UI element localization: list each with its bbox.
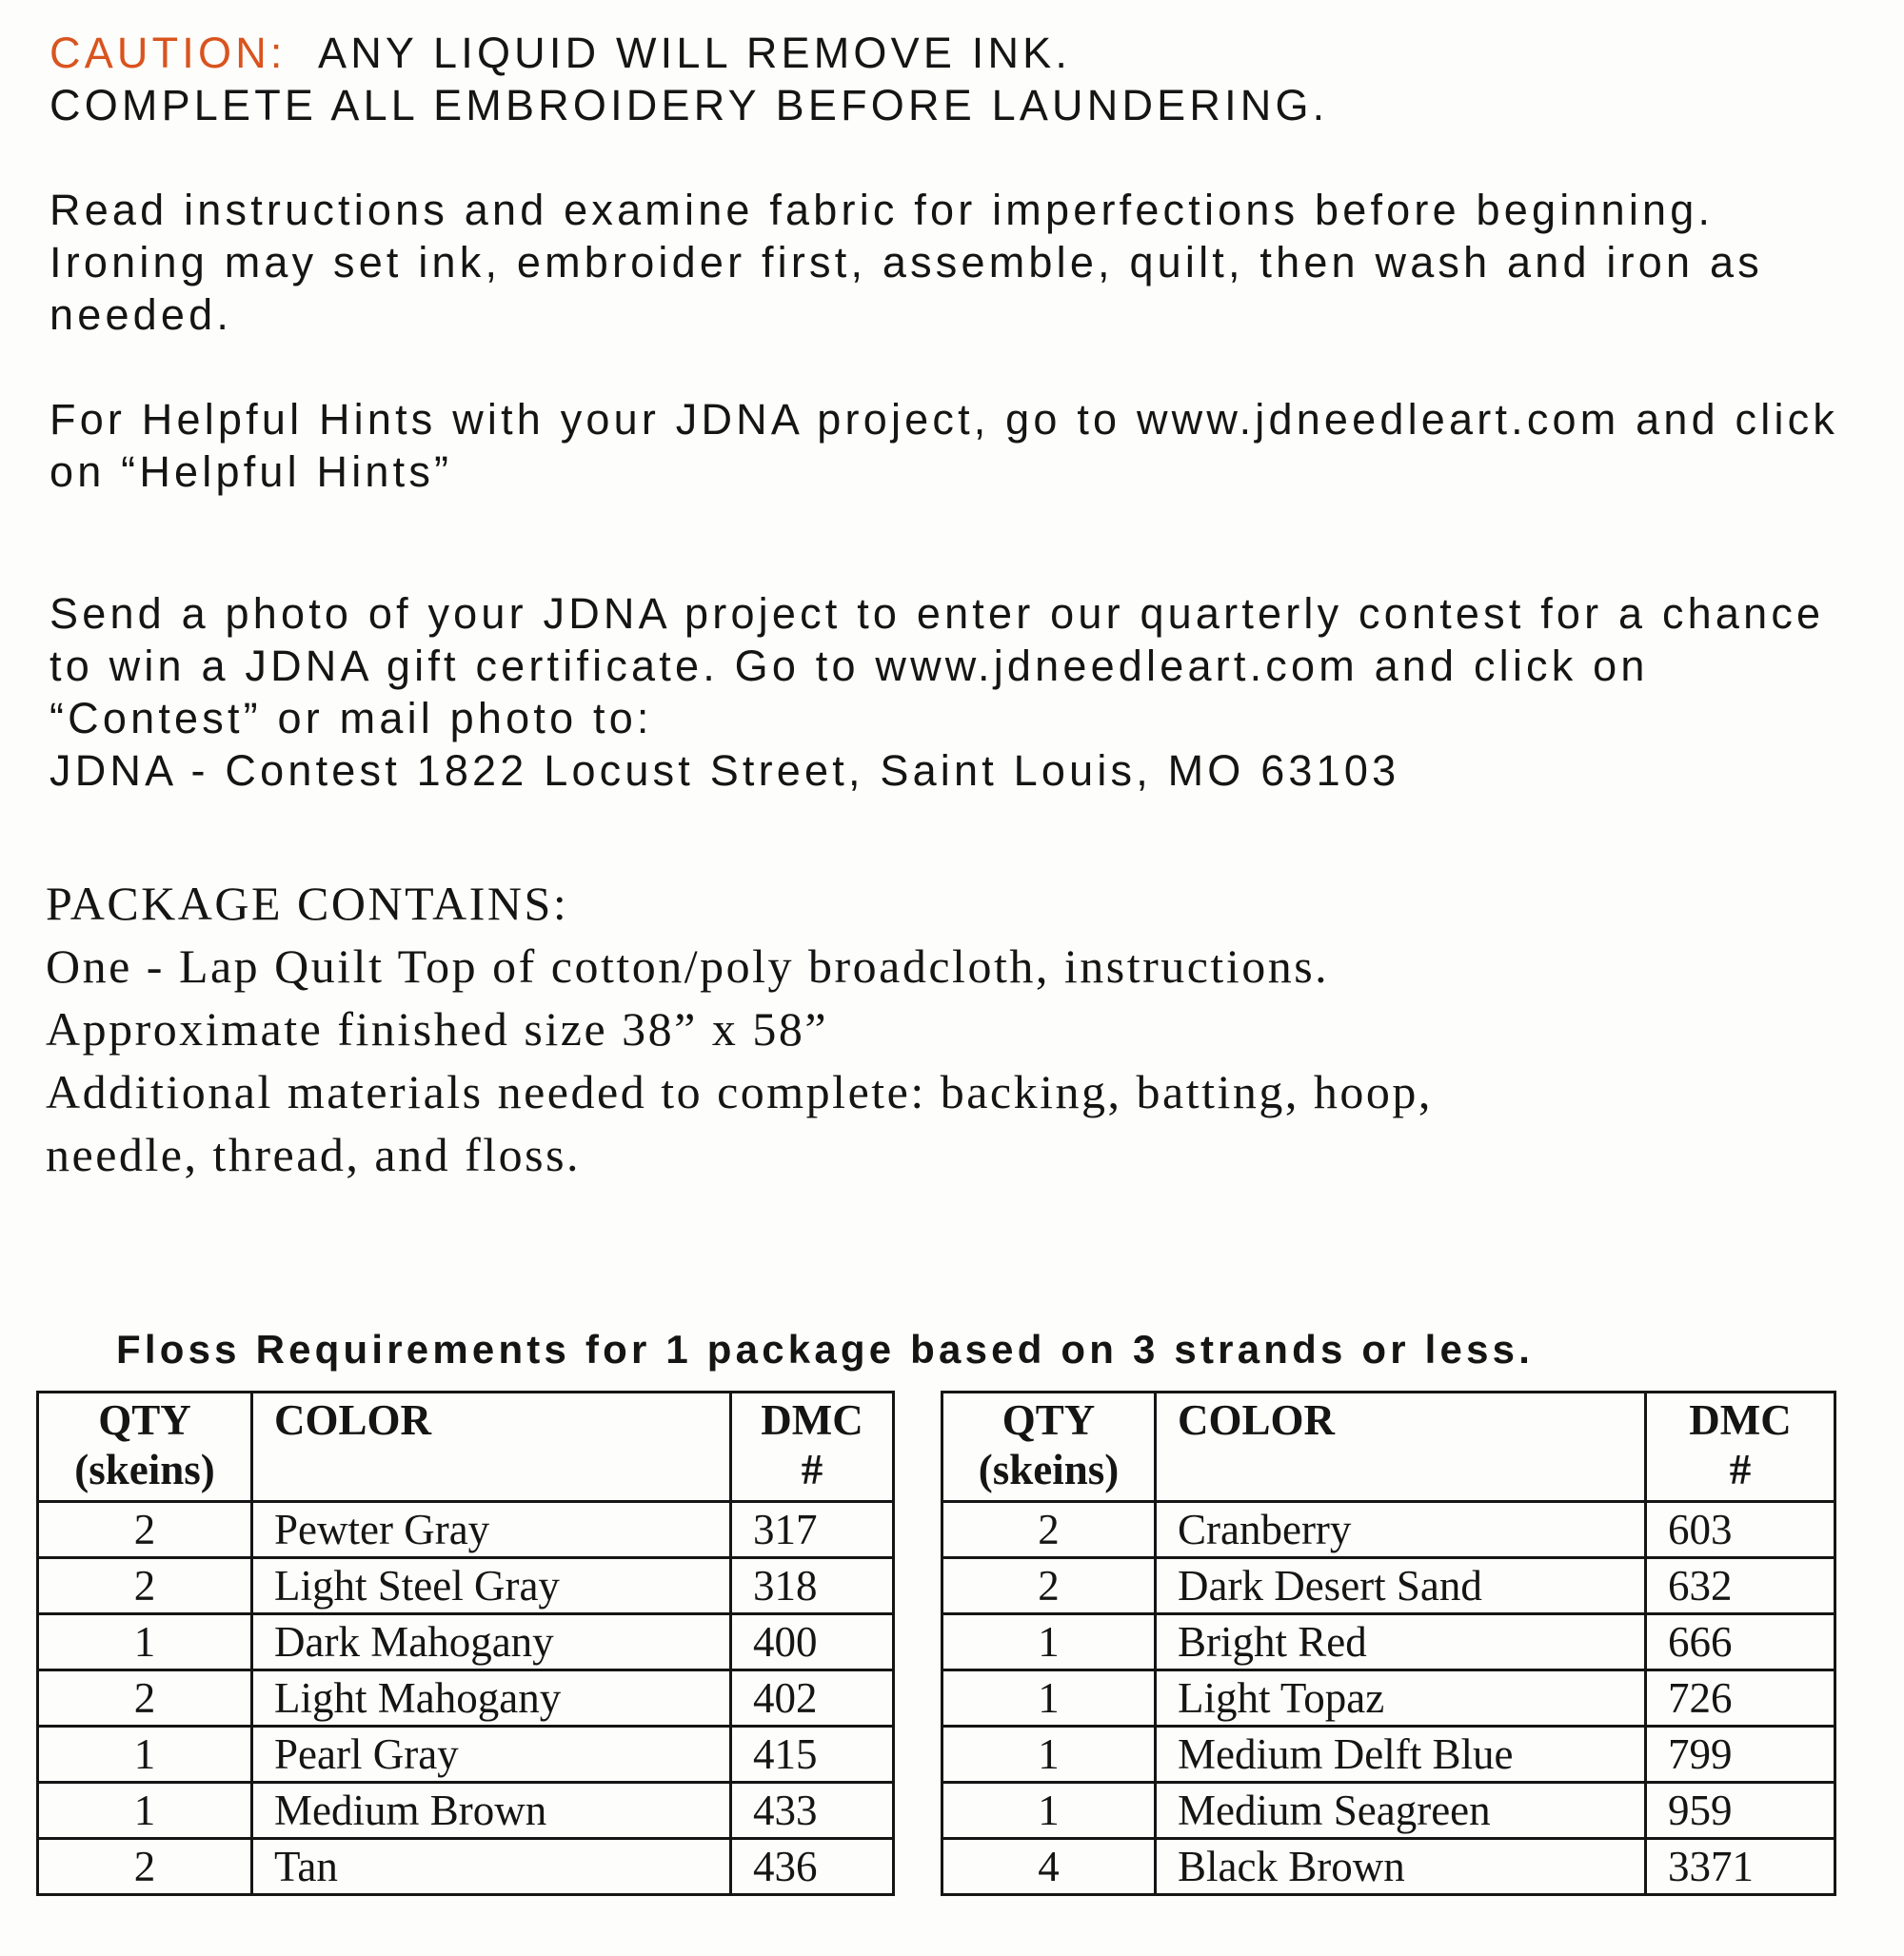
- hints-line-1: For Helpful Hints with your JDNA project, go to www.jdneedleart.com and click: [50, 395, 1839, 444]
- dmc-cell: 3371: [1646, 1839, 1835, 1895]
- table-row: [942, 1558, 1835, 1614]
- dmc-cell: 436: [731, 1839, 894, 1895]
- table-row: [942, 1783, 1835, 1839]
- qty-cell: 1: [38, 1614, 252, 1670]
- dmc-cell: 726: [1646, 1670, 1835, 1727]
- package-heading: PACKAGE CONTAINS:: [46, 877, 569, 930]
- qty-cell: 4: [942, 1839, 1156, 1895]
- qty-cell: 2: [942, 1502, 1156, 1558]
- hints-line-2: on “Helpful Hints”: [50, 447, 453, 496]
- package-line-2: Approximate finished size 38” x 58”: [46, 1002, 829, 1056]
- caution-text: ANY LIQUID WILL REMOVE INK.: [318, 29, 1072, 77]
- table-row: [38, 1670, 894, 1727]
- table-row: [942, 1502, 1835, 1558]
- color-header: COLOR: [252, 1393, 731, 1502]
- color-cell: Light Steel Gray: [252, 1558, 731, 1614]
- qty-cell: 1: [38, 1727, 252, 1783]
- table-row: [38, 1614, 894, 1670]
- color-cell: Black Brown: [1156, 1839, 1646, 1895]
- color-cell: Light Mahogany: [252, 1670, 731, 1727]
- color-cell: Medium Delft Blue: [1156, 1727, 1646, 1783]
- qty-cell: 2: [38, 1670, 252, 1727]
- contest-line-4: JDNA - Contest 1822 Locust Street, Saint Louis, MO 63103: [50, 746, 1400, 795]
- package-line-3: Additional materials needed to complete: backing, batting, hoop,: [46, 1065, 1433, 1118]
- dmc-cell: 799: [1646, 1727, 1835, 1783]
- table-row: [38, 1727, 894, 1783]
- dmc-cell: 632: [1646, 1558, 1835, 1614]
- qty-header-line-2: (skeins): [74, 1446, 215, 1493]
- dmc-header-line-1: DMC: [1689, 1396, 1792, 1444]
- color-cell: Dark Mahogany: [252, 1614, 731, 1670]
- dmc-cell: 317: [731, 1502, 894, 1558]
- table-row: [38, 1839, 894, 1895]
- floss-table-right-body: [942, 1502, 1835, 1895]
- color-cell: Pewter Gray: [252, 1502, 731, 1558]
- package-line-4: needle, thread, and floss.: [46, 1128, 582, 1181]
- qty-cell: 1: [38, 1783, 252, 1839]
- dmc-cell: 400: [731, 1614, 894, 1670]
- dmc-cell: 603: [1646, 1502, 1835, 1558]
- instructions-block: [50, 184, 1763, 341]
- qty-cell: 2: [942, 1558, 1156, 1614]
- instructions-line-3: needed.: [50, 290, 233, 339]
- qty-cell: 1: [942, 1670, 1156, 1727]
- contest-line-1: Send a photo of your JDNA project to enter our quarterly contest for a chance: [50, 589, 1825, 638]
- floss-table-left-body: [38, 1502, 894, 1895]
- qty-cell: 2: [38, 1839, 252, 1895]
- floss-table-header-row: [942, 1393, 1835, 1502]
- qty-cell: 2: [38, 1558, 252, 1614]
- dmc-cell: 666: [1646, 1614, 1835, 1670]
- table-row: [942, 1670, 1835, 1727]
- dmc-header: [731, 1393, 894, 1502]
- floss-table-right: [941, 1391, 1836, 1896]
- hints-block: [50, 393, 1838, 498]
- dmc-header-line-2: #: [801, 1446, 823, 1493]
- caution-block: [50, 27, 1328, 131]
- color-cell: Cranberry: [1156, 1502, 1646, 1558]
- dmc-header-line-1: DMC: [761, 1396, 863, 1444]
- color-header: COLOR: [1156, 1393, 1646, 1502]
- qty-cell: 1: [942, 1783, 1156, 1839]
- color-cell: Medium Seagreen: [1156, 1783, 1646, 1839]
- table-row: [38, 1502, 894, 1558]
- qty-header-line-1: QTY: [98, 1396, 191, 1444]
- qty-cell: 1: [942, 1727, 1156, 1783]
- dmc-cell: 959: [1646, 1783, 1835, 1839]
- qty-cell: 2: [38, 1502, 252, 1558]
- caution-line-1: [50, 27, 1328, 79]
- color-cell: Dark Desert Sand: [1156, 1558, 1646, 1614]
- dmc-cell: 415: [731, 1727, 894, 1783]
- contest-line-3: “Contest” or mail photo to:: [50, 694, 653, 742]
- qty-header: [38, 1393, 252, 1502]
- table-row: [942, 1727, 1835, 1783]
- qty-header-line-1: QTY: [1002, 1396, 1096, 1444]
- floss-table-left: [36, 1391, 895, 1896]
- contest-line-2: to win a JDNA gift certificate. Go to www.jdneedleart.com and click on: [50, 642, 1649, 690]
- qty-header: [942, 1393, 1156, 1502]
- instructions-line-2: Ironing may set ink, embroider first, assemble, quilt, then wash and iron as: [50, 238, 1763, 286]
- floss-table-header-row: [38, 1393, 894, 1502]
- package-line-1: One - Lap Quilt Top of cotton/poly broadcloth, instructions.: [46, 939, 1330, 993]
- color-cell: Medium Brown: [252, 1783, 731, 1839]
- dmc-cell: 433: [731, 1783, 894, 1839]
- dmc-header: [1646, 1393, 1835, 1502]
- color-cell: Light Topaz: [1156, 1670, 1646, 1727]
- qty-cell: 1: [942, 1614, 1156, 1670]
- color-cell: Bright Red: [1156, 1614, 1646, 1670]
- caution-line-2: COMPLETE ALL EMBROIDERY BEFORE LAUNDERING.: [50, 81, 1329, 129]
- dmc-cell: 402: [731, 1670, 894, 1727]
- package-block: [46, 872, 1433, 1186]
- instructions-line-1: Read instructions and examine fabric for imperfections before beginning.: [50, 186, 1715, 234]
- table-row: [38, 1558, 894, 1614]
- contest-block: [50, 587, 1824, 797]
- table-row: [942, 1839, 1835, 1895]
- dmc-cell: 318: [731, 1558, 894, 1614]
- caution-label: CAUTION:: [50, 29, 287, 77]
- floss-title: Floss Requirements for 1 package based on 3 strands or less.: [116, 1327, 1535, 1372]
- qty-header-line-2: (skeins): [978, 1446, 1120, 1493]
- table-row: [38, 1783, 894, 1839]
- color-cell: Pearl Gray: [252, 1727, 731, 1783]
- color-cell: Tan: [252, 1839, 731, 1895]
- dmc-header-line-2: #: [1729, 1446, 1752, 1493]
- table-row: [942, 1614, 1835, 1670]
